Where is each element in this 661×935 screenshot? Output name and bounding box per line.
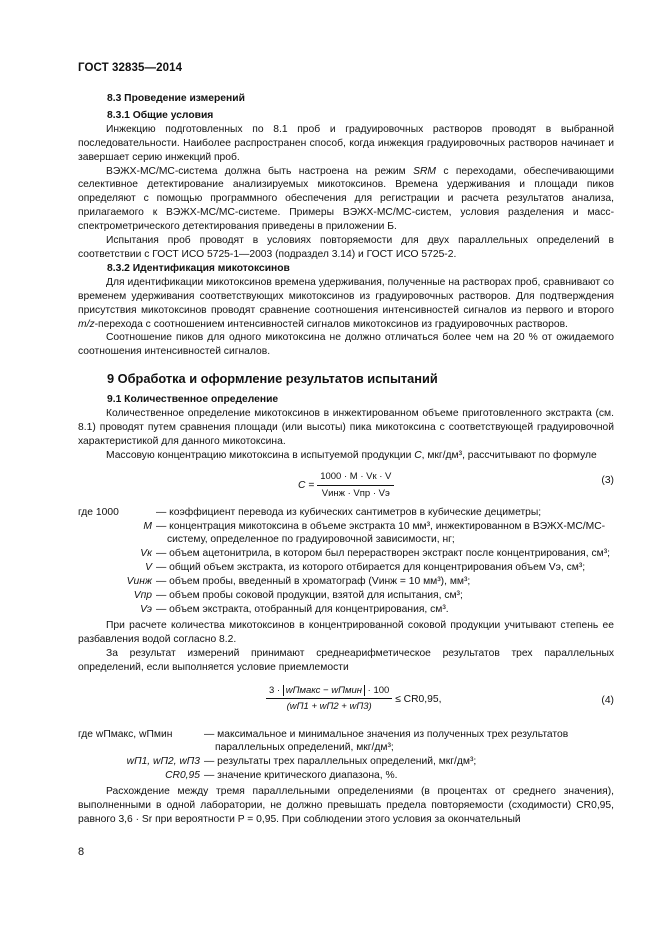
definition-row: M — концентрация микотоксина в объеме экстракта 10 мм³, инжектированном в ВЭЖХ-МС/МС-систему, определенное по градуировочной зависимости, нг; <box>143 520 606 546</box>
formula-3-lhs: C = <box>298 479 315 491</box>
formula-3-denominator: Vинж · Vпр · Vэ <box>321 487 390 499</box>
definition-row: Vк — объем ацетонитрила, в котором был перерастворен экстракт после концентрирования, см³; <box>140 548 610 560</box>
paragraph: Количественное определение микотоксинов в инжектированном объеме приготовленного экстракта (см. 8.1) проводят путем сравнения площади (или высоты) пика микотоксина с соответствующей градуировочной характеристикой для данного микотоксина. <box>78 408 614 447</box>
section-8-3-heading: 8.3 Проведение измерений <box>107 93 245 104</box>
definition-row: V — общий объем экстракта, из которого отбирается для концентрирования объем Vэ, см³; <box>145 562 586 574</box>
formula-3-definitions <box>78 506 614 617</box>
definition-row: wП1, wП2, wП3 — результаты трех параллельных определений, мкг/дм³; <box>126 756 477 768</box>
paragraph: Расхождение между тремя параллельными определениями (в процентах от среднего значения), выполненными в одной лаборатории, не должно превышать предела повторяемости (сходимости) CR0,95, равного 3,6 · Sr при вероятности P = 0,95. При соблюдении этого условия за окончательный <box>78 786 614 825</box>
paragraph: Испытания проб проводят в условиях повторяемости для двух параллельных определений в соответствии с ГОСТ ИСО 5725-1—2003 (подраздел 3.14) и ГОСТ ИСО 5725-2. <box>78 235 614 260</box>
definition-row: Vинж — объем пробы, введенный в хроматограф (Vинж = 10 мм³), мм³; <box>126 576 471 588</box>
page-content <box>78 88 614 827</box>
paragraph: За результат измерений принимают среднеарифметическое результатов трех параллельных определений, если выполняется условие приемлемости <box>78 647 614 673</box>
section-8-3-2-heading: 8.3.2 Идентификация микотоксинов <box>107 262 290 274</box>
formula-4-definitions <box>78 728 614 784</box>
formula-3 <box>78 466 614 500</box>
section-8-3-1-heading: 8.3.1 Общие условия <box>107 109 214 121</box>
formula-4-numerator: 3 · wПмакс − wПмин · 100 <box>266 684 392 700</box>
section-9-heading: 9 Обработка и оформление результатов испытаний <box>107 371 438 387</box>
paragraph: Массовую концентрацию микотоксина в испытуемой продукции C, мкг/дм³, рассчитывают по формуле <box>106 449 597 461</box>
definition-row: где 1000 — коэффициент перевода из кубических сантиметров в кубические дециметры; <box>78 506 542 518</box>
paragraph: Для идентификации микотоксинов времена удерживания, полученные на растворах проб, сравнивают со временем удерживания соответствующих микотоксинов из градуировочных растворов. Для подтверждения присутствия микотоксинов проводят сравнение соотношения интенсивностей сигналов из первого и второго m/z-перехода с соотношением интенсивностей сигналов микотоксинов из градуировочных растворов. <box>78 276 614 330</box>
formula-3-numerator: 1000 · M · Vк · V <box>317 470 394 486</box>
page-number: 8 <box>78 846 85 858</box>
definition-row: Vпр — объем пробы соковой продукции, взятой для испытания, см³; <box>133 590 463 602</box>
paragraph: При расчете количества микотоксинов в концентрированной соковой продукции учитывают степень ее разбавления водой согласно 8.2. <box>78 619 614 645</box>
paragraph: Инжекцию подготовленных по 8.1 проб и градуировочных растворов проводят в выбранной последовательности. Наиболее распространен способ, когда инжекция градуировочных растворов начинает и завершает серию инжекций проб. <box>78 123 614 163</box>
paragraph: ВЭЖХ-МС/МС-система должна быть настроена на режим SRM с переходами, обеспечивающими селективное детектирование анализируемых микотоксинов. Времена удерживания и площади пиков определяют с помощью программного обеспечения для регистрации и расчета результатов анализа, прилагаемого к ВЭЖХ-МС/МС-системе. Примеры ВЭЖХ-МС/МС-систем, условия разделения и масс-спектрометрического детектирования приведены в приложении Б. <box>78 165 614 233</box>
formula-4-number: (4) <box>601 694 614 706</box>
definition-row: CR0,95 — значение критического диапазона, %. <box>165 770 398 782</box>
paragraph: Соотношение пиков для одного микотоксина не должно отличаться более чем на 20 % от ожидаемого соотношения интенсивностей сигналов. <box>78 332 614 358</box>
definition-row: где wПмакс, wПмин — максимальное и минимальное значения из полученных трех результатов параллельных определений, мкг/дм³; <box>78 728 569 754</box>
formula-3-number: (3) <box>601 474 614 486</box>
definition-row: Vэ — объем экстракта, отобранный для концентрирования, см³. <box>140 604 449 615</box>
formula-4-rhs: ≤ CR0,95, <box>395 693 442 705</box>
section-9-1-heading: 9.1 Количественное определение <box>107 394 279 406</box>
formula-4 <box>78 680 614 722</box>
formula-4-denominator: (wП1 + wП2 + wП3) <box>286 701 372 713</box>
standard-header: ГОСТ 32835—2014 <box>78 62 183 74</box>
